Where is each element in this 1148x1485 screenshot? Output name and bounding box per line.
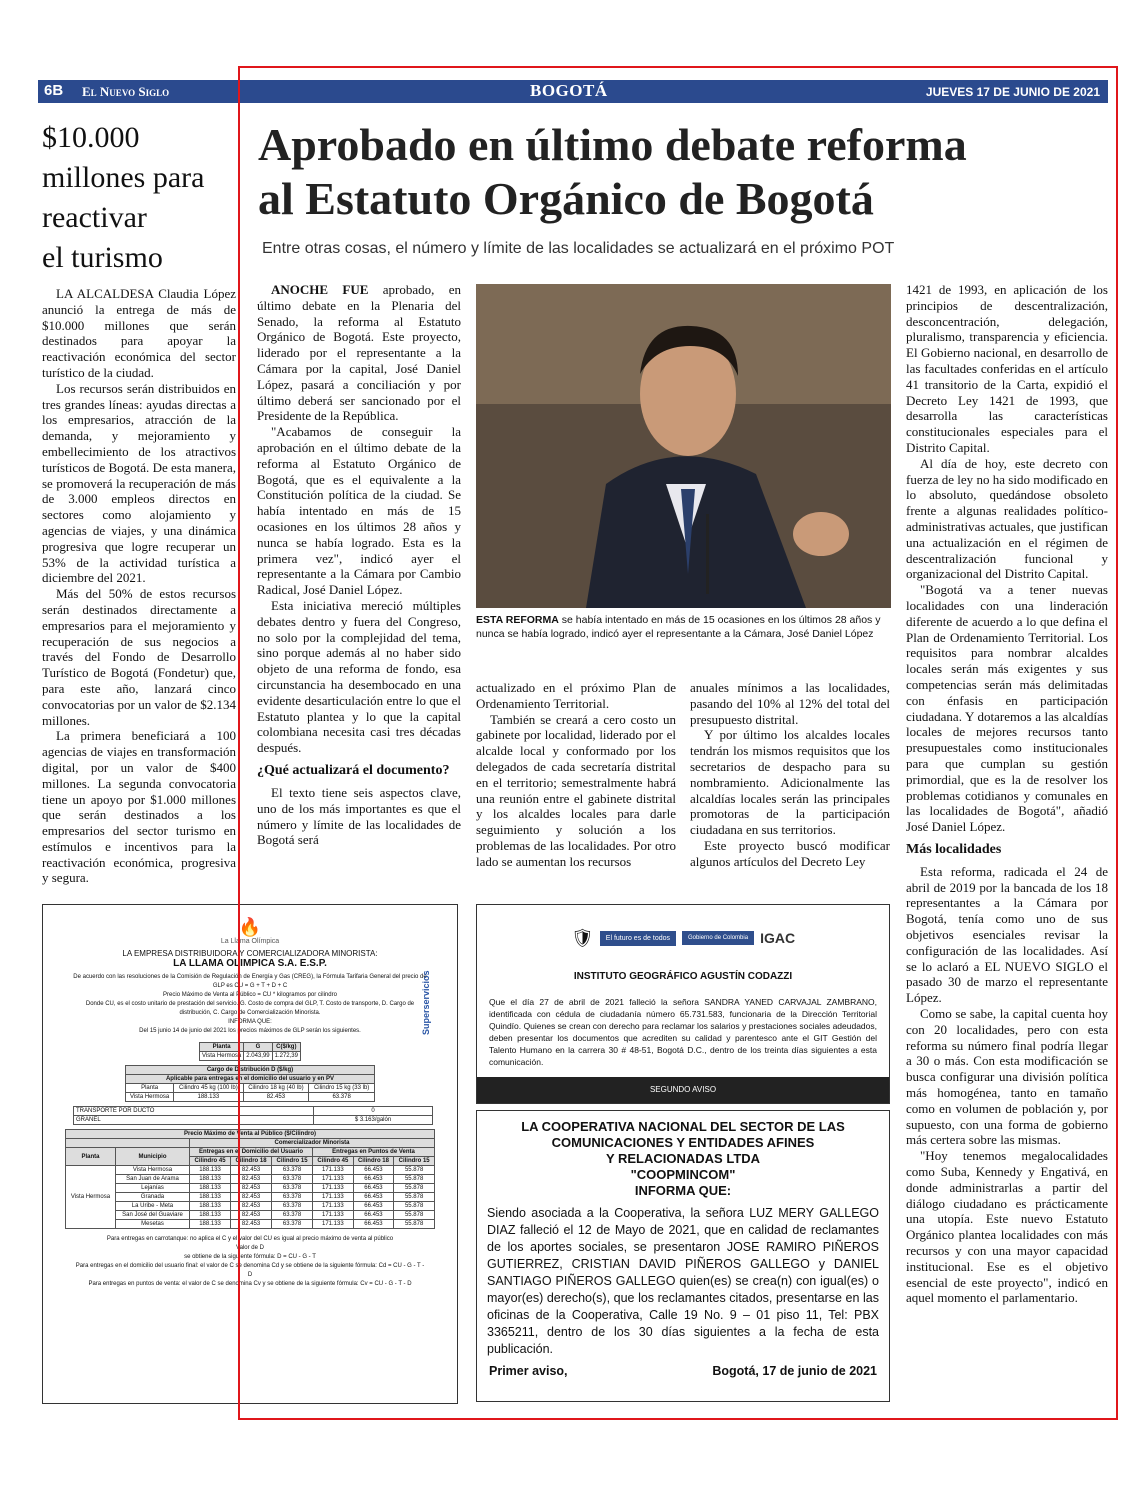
superservicios-brand: Superservicios (421, 970, 431, 1035)
page-number: 6B (44, 82, 64, 99)
price-row: Granada 188.133 82.453 63.378 171.133 66.453 55.878 (66, 1193, 435, 1202)
g-c-table: Planta G C($/kg) Vista Hermosa 2.043,99 1.272,39 (199, 1042, 301, 1061)
newspaper-logo: El Nuevo Siglo (82, 84, 170, 99)
ad-coopmincom: LA COOPERATIVA NACIONAL DEL SECTOR DE LAS COMUNICACIONES Y ENTIDADES AFINES Y RELACIONADAS LTDA "COOPMINCOM" INFORMA QUE: Siendo asociada a la Cooperativa, la señora LUZ MERY GALLEGO DIAZ falleció el 12 de Mayo de 2021, que en calidad de reclamantes de los aportes sociales, se presentaron JOSE RAMIRO PIÑEROS GUTIERREZ, CRISTIAN DAVID PIÑEROS GALLEGO y DANIEL SANTIAGO PIÑEROS GALLEGO quien(es) se crea(n) con igual(es) o mayor(es) derecho(s), que los reclamantes citados, presentarse en las oficinas de la Cooperativa, Calle 19 No. 9 – 01 piso 11, Tel: PBX 3365211, dentro de los 30 días siguientes a la fecha de esta publicación. Primer aviso, Bogotá, 17 de junio de 2021 (476, 1110, 890, 1402)
article-column-2: actualizado en el próximo Plan de Ordenamiento Territorial. También se creará a cero costo un gabinete por localidad, liderado por el alcalde local y conformado por los delegados de cada secretaría distrital en el territorio; semestralmente habrá una reunión entre el gabinete distrital y los alcaldes locales para darle seguimiento y solución a los problemas de las localidades. Por otro lado se aumentan los recursos (476, 680, 676, 869)
highlight-frame (238, 66, 1118, 1420)
article-column-3: anuales mínimos a las localidades, pasando del 10% al 12% del total del presupuesto distrital. Y por último los alcaldes locales tendrán los mismos requisitos que los secretarios de despacho para su nombramiento. Adicionalmente las alcaldías locales serán las principales promotoras de la participación ciudadana en sus territorios. Este proyecto buscó modificar algunos artículos del Decreto Ley (690, 680, 890, 869)
price-row: Mesetas 188.133 82.453 63.378 171.133 66.453 55.878 (66, 1220, 435, 1229)
price-row: San Juan de Arama 188.133 82.453 63.378 171.133 66.453 55.878 (66, 1175, 435, 1184)
sidebar-paragraph: LA ALCALDESA Claudia López anunció la entrega de más de $10.000 millones que serán destinados para apoyar la reactivación económica del sector turístico de la ciudad. (42, 286, 236, 380)
ad-llama-olimpica: 🔥 La Llama Olímpica LA EMPRESA DISTRIBUIDORA Y COMERCIALIZADORA MINORISTA: LA LLAMA OLIMPICA S.A. E.S.P. De acuerdo con las resoluciones de la Comisión de Regulación de Energía y Gas (CREG), la Fórmula Tarifaria General del precio de GLP es CU = G + T + D + C Precio Máximo de Venta al Público = CU * kilogramos por cilindro Donde CU, es el costo unitario de prestación del servicio. G. Costo de compra del GLP, T. Costo de transporte, D. Cargo de distribución, C. Cargo de Comercialización Minorista. INFORMA QUE: Del 15 junio 14 de junio del 2021 los precios máximos de GLP serán los siguientes. Planta G C($/kg) Vista Hermosa 2.043,99 1.272,39 Cargo de Distribución D ($/kg) Aplicable para entregas en el domicilio del usuario y en PV Planta Cilindro 45 kg (100 lb) Cilindro 18 kg (40 lb) Cilindro 15 kg (33 lb) Vista Hermosa 188.133 82.453 63.378 TRANSPORTE POR DUCTO 0 GRANEL $ 3.163/galón Precio Máximo de Venta al Público ($/Cilindro) Comercializador Minorista Planta Municipio Entregas en el Domicilio del Usuario Entregas en Puntos de Venta Cilindro 45 Cilindro 18 Cilindro 15 Cilindro 45 Cilindro 18 Cilindro 15 Vista Hermosa Vista Hermosa 188.133 82.453 63.378 171.133 66.453 55.878 San Juan de Arama 188.133 82.453 63.378 171.133 66.453 55.878 Lejanías 188.133 82.453 63.378 171.133 66.453 55.878 Granada 188.133 82.453 63.378 171.133 66.453 55.878 La Uribe - Meta 188.133 82.453 63.378 171.133 66.453 55.878 San José del Guaviare 188.133 82.453 63.378 171.133 66.453 55.878 Mesetas 188.133 82.453 63.378 171.133 66.453 55.878 Para entregas en carrotanque: no aplica el C y el valor del CU es igual al precio máximo de venta al público Valor de D se obtiene de la siguiente fórmula: D = CU - G - T Para entregas en el domicilio del usuario final: el valor de C se denomina Cd y se obtiene de la siguiente fórmula: Cd = CU - G - T - D Para entregas en puntos de venta: el valor de C se denomina Cv y se obtiene de la siguiente fórmula: Cv = CU - G - T - D Superservicios (42, 904, 458, 1404)
photo-caption: ESTA REFORMA se había intentado en más de 15 ocasiones en los últimos 28 años y nunca se había logrado, indicó ayer el representante a la Cámara, José Daniel López (476, 614, 881, 640)
article-column-4: 1421 de 1993, en aplicación de los principios de descentralización, desconcentración, delegación, pluralismo, transparencia y eficiencia. El Gobierno nacional, en desarrollo de las facultades conferidas en el artículo 41 transitorio de la Carta, expidió el Decreto Ley 1421 de 1993, que desarrolla las características constitucionales especiales para el Distrito Capital. Al día de hoy, este decreto con fuerza de ley no ha sido modificado en lo absoluto, quedándose obsoleto frente a algunas realidades político-administrativas actuales, que justifican una actualización en el régimen de descentralización funcional y organizacional del Distrito Capital. "Bogotá va a tener nuevas localidades con una linderación diferente de acuerdo a lo que defina el Plan de Ordenamiento Territorial. Los requisitos para nombrar alcaldes locales serán más exigentes y sus competencias serán más delimitadas con énfasis en participación ciudadana. Y dotaremos a las alcaldías locales de mejores recursos tanto presupuestales como institucionales para que cumplan su gestión primordial, que es la de resolver los problemas cotidianos y comunales en las localidades de Bogotá", añadió José Daniel López. Más localidades Esta reforma, radicada el 24 de abril de 2019 por la bancada de los 18 representantes a la Cámara por Bogotá, tenía como uno de sus objetivos esenciales revisar la configuración de las localidades. Así se lo aclaró a EL NUEVO SIGLO el pasado 30 de marzo el representante López. Como se sabe, la capital cuenta hoy con 20 localidades, pero con esta reforma su número final podría llegar a 30 o más. Con esta modificación se busca configurar una división política más homogénea, tanto en tamaño como en volumen de población y, por supuesto, con una forma de gobierno más certera sobre las mismas. "Hoy tenemos megalocalidades como Suba, Kennedy y Engativá, en donde administrarlas a partir del diálogo ciudadano es prácticamente una utopía. Este nuevo Estatuto Orgánico plantea localidades con más recursos y con una mayor capacidad institucional. Ese es el objetivo esencial de este proyecto", indicó en aquel momento el parlamentario. (906, 282, 1108, 1306)
price-row: San José del Guaviare 188.133 82.453 63.378 171.133 66.453 55.878 (66, 1211, 435, 1220)
article-headline: Aprobado en último debate reforma al Estatuto Orgánico de Bogotá (258, 119, 967, 224)
price-row: La Uribe - Meta 188.133 82.453 63.378 171.133 66.453 55.878 (66, 1202, 435, 1211)
issue-date: JUEVES 17 DE JUNIO DE 2021 (925, 85, 1100, 99)
sidebar-paragraph: Más del 50% de estos recursos serán destinados directamente a empresarios para el mejoramiento y recuperación de sus negocios a través del Fondo de Desarrollo Turístico de Bogotá (Fondetur) que, para este año, lanzará cinco convocatorias por un valor de $2.134 millones. (42, 586, 236, 728)
colombia-shield-icon: 🛡 (570, 927, 594, 948)
ad-igac: 🛡 El futuro es de todos Gobierno de Colombia IGAC INSTITUTO GEOGRÁFICO AGUSTÍN CODAZZI Que el día 27 de abril de 2021 falleció la señora SANDRA YANED CARVAJAL ZAMBRANO, identificada con cédula de ciudadanía número 65.731.583, funcionaria de la Dirección Territorial Quindío. Quienes se crean con derecho para reclamar los salarios y prestaciones sociales adeudados, deben presentar los documentos que acrediten su calidad y parentesco ante el GIT Gestión del Talento Humano en la carrera 30 # 48-51, Bogotá D.C., dentro de los treinta días siguientes a esta comunicación. SEGUNDO AVISO (476, 904, 890, 1104)
subtitle-mas-localidades: Más localidades (906, 841, 1002, 857)
price-table: Precio Máximo de Venta al Público ($/Cilindro) Comercializador Minorista Planta Municipio Entregas en el Domicilio del Usuario Entregas en Puntos de Venta Cilindro 45 Cilindro 18 Cilindro 15 Cilindro 45 Cilindro 18 Cilindro 15 Vista Hermosa Vista Hermosa 188.133 82.453 63.378 171.133 66.453 55.878 San Juan de Arama 188.133 82.453 63.378 171.133 66.453 55.878 Lejanías 188.133 82.453 63.378 171.133 66.453 55.878 Granada 188.133 82.453 63.378 171.133 66.453 55.878 La Uribe - Meta 188.133 82.453 63.378 171.133 66.453 55.878 San José del Guaviare 188.133 82.453 63.378 171.133 66.453 55.878 Mesetas 188.133 82.453 63.378 171.133 66.453 55.878 (65, 1129, 435, 1229)
distribution-table: Cargo de Distribución D ($/kg) Aplicable para entregas en el domicilio del usuario y en PV Planta Cilindro 45 kg (100 lb) Cilindro 18 kg (40 lb) Cilindro 15 kg (33 lb) Vista Hermosa 188.133 82.453 63.378 (125, 1065, 375, 1102)
article-subhead: Entre otras cosas, el número y límite de las localidades se actualizará en el próximo POT (262, 240, 895, 257)
sidebar-body (42, 286, 236, 886)
sidebar-headline: $10.000 millones para reactivar el turismo (42, 121, 205, 274)
lead-caps: ANOCHE FUE (271, 282, 369, 297)
article-column-1: ANOCHE FUE aprobado, en último debate en la Plenaria del Senado, la reforma al Estatuto Orgánico de Bogotá. Este proyecto, liderado por el representante a la Cámara por la capital, José Daniel López, pasará a conciliación y por último deberá ser sancionado por el Presidente de la República. "Acabamos de conseguir la aprobación en el último debate de la reforma al Estatuto Orgánico de Bogotá, que es el equivalente a la Constitución política de la ciudad. Se había intentado en más de 15 ocasiones en los últimos 28 años y nunca se había logrado. Esta es la primera vez", indicó ayer el representante a la Cámara por Cambio Radical, José Daniel López. Esta iniciativa mereció múltiples debates dentro y fuera del Congreso, no solo por la complejidad del tema, sino porque además al no haber sido objeto de una reforma de fondo, esa circunstancia ha desembocado en una evidente desarticulación entre lo que el Estatuto plantea y lo que la capital colombiana necesita casi tres décadas después. ¿Qué actualizará el documento? El texto tiene seis aspectos clave, uno de los más importantes es que el número y límite de las localidades de Bogotá será (257, 282, 461, 848)
flame-icon: 🔥 (238, 917, 262, 937)
price-row: Lejanías 188.133 82.453 63.378 171.133 66.453 55.878 (66, 1184, 435, 1193)
transport-table: TRANSPORTE POR DUCTO 0 GRANEL $ 3.163/galón (73, 1106, 433, 1125)
sidebar-paragraph: Los recursos serán distribuidos en tres grandes líneas: ayudas directas a los empresarios, atracción de la demanda, y mejoramiento y embellecimiento de los atractivos turísticos de Bogotá. De esta manera, se promoverá la recuperación de más de 3.000 empleos directos en sectores como alojamiento y agencias de viajes, y una dinámica progresiva que logre recuperar un 53% de la actividad turística a diciembre del 2021. (42, 380, 236, 586)
sidebar-paragraph: La primera beneficiará a 100 agencias de viajes en transformación digital, por un valor de $400 millones. La segunda convocatoria tiene un apoyo por $1.000 millones que serán destinados a los empresarios del sector turismo en estímulos e incentivos para la reactivación económica, progresiva y segura. (42, 728, 236, 886)
subtitle-que-actualizara: ¿Qué actualizará el documento? (257, 762, 450, 778)
section-title: BOGOTÁ (530, 81, 608, 100)
price-row: Vista Hermosa Vista Hermosa 188.133 82.453 63.378 171.133 66.453 55.878 (66, 1166, 435, 1175)
